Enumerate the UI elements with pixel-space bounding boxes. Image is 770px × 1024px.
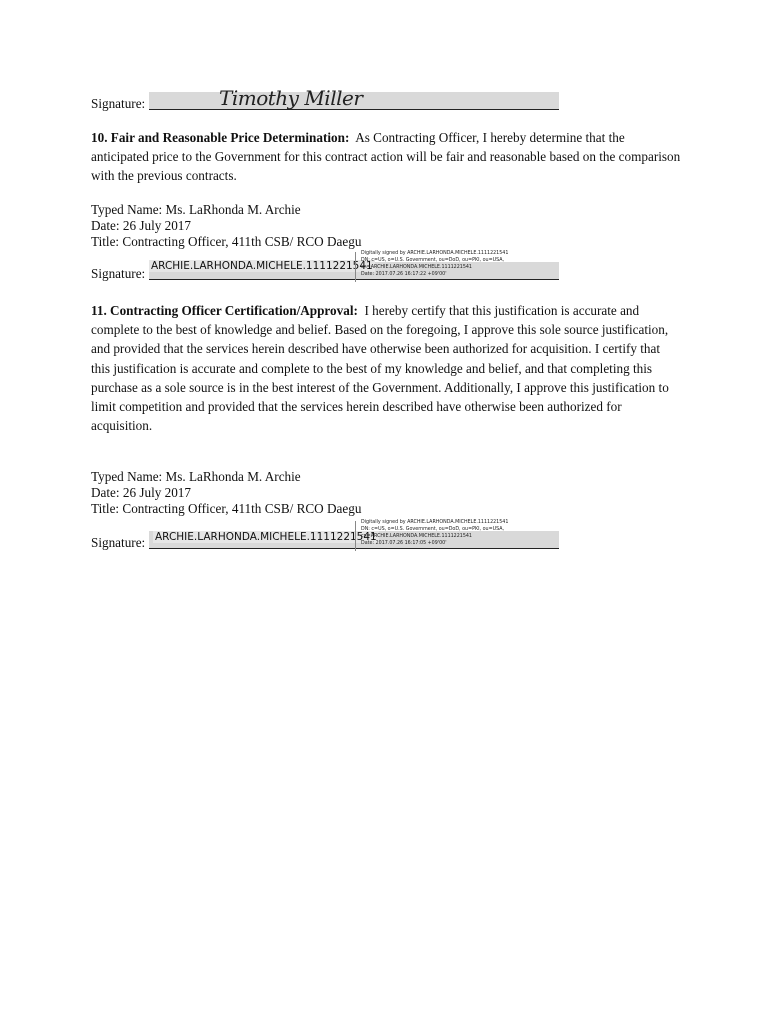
section-11-paragraph xyxy=(91,301,681,435)
signature-detail-line: Date: 2017.07.26 16:17:05 +09'00' xyxy=(361,541,447,546)
signature-label: Signature: xyxy=(91,266,146,281)
date-2: Date: 26 July 2017 xyxy=(91,485,191,500)
signature-underline xyxy=(149,548,559,549)
digital-signature-name: ARCHIE.LARHONDA.MICHELE.1111221541 xyxy=(151,260,373,272)
signature-detail-line: Digitally signed by ARCHIE.LARHONDA.MICHELE.1111221541 xyxy=(361,520,509,525)
signature-detail-line: DN: c=US, o=U.S. Government, ou=DoD, ou=PKI, ou=USA, xyxy=(361,258,505,263)
signature-underline xyxy=(149,279,559,280)
digital-signature-name: ARCHIE.LARHONDA.MICHELE.1111221541 xyxy=(155,531,377,543)
signature-detail-line: DN: c=US, o=U.S. Government, ou=DoD, ou=PKI, ou=USA, xyxy=(361,527,505,532)
section-11-heading: 11. Contracting Officer Certification/Approval: xyxy=(91,303,358,318)
title-1: Title: Contracting Officer, 411th CSB/ RCO Daegu xyxy=(91,234,362,249)
typed-name-1: Typed Name: Ms. LaRhonda M. Archie xyxy=(91,202,301,217)
signature-divider xyxy=(355,521,356,551)
typed-name-2: Typed Name: Ms. LaRhonda M. Archie xyxy=(91,469,301,484)
digital-signature-details xyxy=(361,519,541,547)
signature-label: Signature: xyxy=(91,96,146,111)
section-10-heading: 10. Fair and Reasonable Price Determination: xyxy=(91,130,350,145)
signature-detail-line: cn=ARCHIE.LARHONDA.MICHELE.1111221541 xyxy=(361,534,472,539)
date-1: Date: 26 July 2017 xyxy=(91,218,191,233)
section-11-body: I hereby certify that this justification is accurate and complete to the best of knowledge and belief. Based on the foregoing, I approve this sole source justification, and provided that the services herein described have otherwise been authorized for acquisition. I certify that this justification is accurate and complete to the best of my knowledge and belief, and that completing this purchase as a sole source is in the best interest of the Government. Additionally, I approve this justification to limit competition and provided that the services herein described have otherwise been authorized for acquisition. xyxy=(91,303,669,434)
digital-signature-details xyxy=(361,250,541,278)
title-2: Title: Contracting Officer, 411th CSB/ RCO Daegu xyxy=(91,501,362,516)
signature-detail-line: Digitally signed by ARCHIE.LARHONDA.MICHELE.1111221541 xyxy=(361,251,509,256)
signature-divider xyxy=(355,252,356,282)
handwritten-signature: Timothy Miller xyxy=(219,86,363,110)
section-10-paragraph xyxy=(91,128,681,186)
section-10-body: As Contracting Officer, I hereby determine that the anticipated price to the Government for this contract action will be fair and reasonable based on the comparison with the previous contracts. xyxy=(91,130,681,184)
signature-label: Signature: xyxy=(91,535,146,550)
signature-detail-line: cn=ARCHIE.LARHONDA.MICHELE.1111221541 xyxy=(361,265,472,270)
signature-detail-line: Date: 2017.07.26 16:17:22 +09'00' xyxy=(361,272,447,277)
